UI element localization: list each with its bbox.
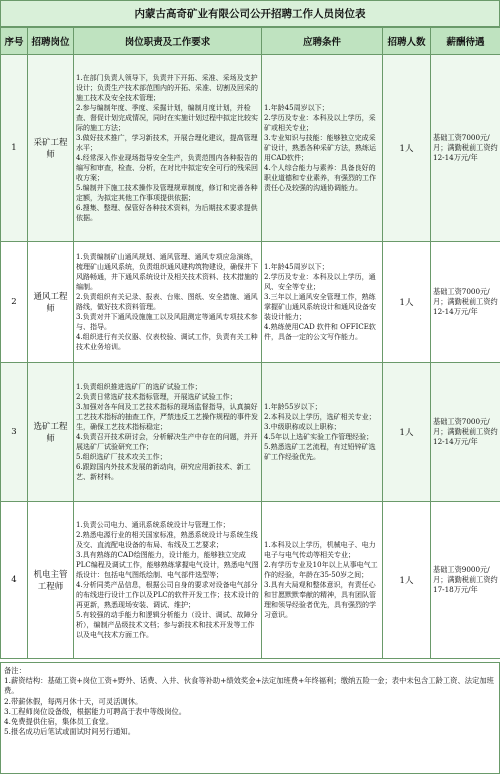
duty-item: 1.在部门负责人领导下，负责井下开拓、采准、采场及支护设计；负责生产技术部范围内的开拓、采准、切割及回采的施工技术及安全技术管理； <box>76 74 258 102</box>
duty-item: 5.组织选矿厂技术攻关工作； <box>76 453 167 461</box>
requirement-item: 4.5年以上选矿实验工作管理经验； <box>264 433 374 441</box>
hire-count: 1人 <box>383 55 431 242</box>
position-name: 采矿工程师 <box>28 55 74 242</box>
requirement-item: 2.学历及专业：本科及以上学历，采矿或相关专业； <box>264 114 376 132</box>
notes-section <box>0 662 500 774</box>
requirement-item: 1.年龄55岁以下； <box>264 403 322 411</box>
duties-cell <box>74 502 262 659</box>
requirement-item: 4.熟练使用CAD 软件和 OFFICE软件，具备一定的公文写作能力。 <box>264 323 376 341</box>
salary-cell: 基础工资7000元/月；满勤税前工资约12-14万元/年 <box>431 363 500 502</box>
table-header-row <box>1 28 500 55</box>
requirement-item: 4.个人综合能力与素养：具备良好的职业道德和专业素养，有强烈的工作责任心及较强的沟通协调能力。 <box>264 164 376 192</box>
page-title: 内蒙古高奇矿业有限公司公开招聘工作人员岗位表 <box>0 0 500 27</box>
table-row <box>1 242 500 363</box>
duty-item: 1.负责编制矿山通风规划、通风管理、通风专项应急演练，梳理矿山通风系统，负责组织通风建构筑物建设，确保井下风路畅通，井下通风系统设计及相关技术资料、技术措施的编制。 <box>76 253 258 291</box>
requirements-cell <box>262 502 383 659</box>
notes-heading: 备注： <box>4 666 26 675</box>
hire-count: 1人 <box>383 242 431 363</box>
duty-item: 2.熟悉电源行业的相关国家标准，熟悉系统设计与系统生线及交、直流配电设备的布局、布线及工艺要求； <box>76 531 258 549</box>
requirement-item: 1.本科及以上学历，机械电子、电力电子与电气传动等相关专业； <box>264 541 376 559</box>
row-number: 2 <box>1 242 28 363</box>
position-name: 通风工程师 <box>28 242 74 363</box>
requirement-item: 1.年龄45周岁以下； <box>264 263 329 271</box>
duty-item: 4.负责召开技术研讨会，分析解决生产中存在的问题，并开展选矿厂试验研究工作； <box>76 433 258 451</box>
salary-cell: 基础工资9000元/月；满勤税前工资约17-18万元/年 <box>431 502 500 659</box>
duty-item: 4.组织进行有关仪器、仪表校验、调试工作，负责有关工种技术业务培训。 <box>76 333 258 351</box>
requirement-item: 2.有学历专业及10年以上从事电气工作的经验，年龄在35-50岁之间； <box>264 561 378 579</box>
row-number: 4 <box>1 502 28 659</box>
note-item: 1.薪资结构：基础工资+岗位工资+野外、话费、入井、伙食等补助+绩效奖金+法定加班费+年终福利；缴纳五险一金；表中未包含工龄工资、法定加班费。 <box>4 676 494 696</box>
duty-item: 3.具有熟练的CAD绘图能力，设计能力，能够独立完成PLC编程及调试工作，能够熟练掌握电气设计，熟悉电气图纸设计：包括电气图纸绘制、电气部件选型等； <box>76 551 259 579</box>
requirements-cell <box>262 242 383 363</box>
header-count: 招聘人数 <box>383 28 431 55</box>
requirement-item: 3.三年以上通风安全管理工作，熟练掌握矿山通风系统设计和通风设备安装设计能力； <box>264 293 376 321</box>
requirement-item: 3.专业知识与技能：能够独立完成采矿设计，熟悉各种采矿方法，熟练运用CAD软件； <box>264 134 376 162</box>
note-item: 5.报名成功后笔试或面试时间另行通知。 <box>4 727 136 737</box>
requirement-item: 3.中级职称或以上职称； <box>264 423 341 431</box>
note-item: 2.带薪休假，每两月休十天，可灵活调休。 <box>4 696 143 706</box>
position-name: 机电主管工程师 <box>28 502 74 659</box>
requirement-item: 1.年龄45周岁以下； <box>264 104 329 112</box>
duty-item: 5.有较强的动手能力和逻辑分析能力（设计、调试、故障分析），编制产品级技术文档；参与新技术和技术开发等工作以及电气技术方面工作。 <box>76 611 258 639</box>
salary-cell: 基础工资7000元/月；满勤税前工资约12-14万元/年 <box>431 55 500 242</box>
duties-cell <box>74 363 262 502</box>
duties-cell <box>74 55 262 242</box>
hire-count: 1人 <box>383 363 431 502</box>
duty-item: 6.跟踪国内外技术发展的新动向，研究应用新技术、新工艺、新材料。 <box>76 463 251 481</box>
duty-item: 5.编制井下施工技术操作及管理规章制度，修订和完善各种定额，为拟定其他工作事项提供依据； <box>76 184 258 202</box>
row-number: 3 <box>1 363 28 502</box>
duty-item: 4.分析同类产品信息，根据公司自身的要求对设备电气部分的布线进行设计工作以及PLC的软件开发工作；技术设计的再更新，熟悉现场安装、调试、维护； <box>76 581 259 609</box>
note-item: 3.工程师岗位设备级，根据能力可聘高于表中等级岗位。 <box>4 706 187 716</box>
duty-item: 2.参与编制年度、季度、采掘计划，编制月度计划，并检查、督促计划完成情况，同时在实施计划过程中拟定比较实际的施工方法； <box>76 104 258 132</box>
table-row <box>1 55 500 242</box>
header-requirements: 应聘条件 <box>262 28 383 55</box>
row-number: 1 <box>1 55 28 242</box>
requirement-item: 2.本科及以上学历，选矿相关专业； <box>264 413 376 421</box>
header-duties: 岗位职责及工作要求 <box>74 28 262 55</box>
hire-count: 1人 <box>383 502 431 659</box>
duty-item: 3.加强对各车间及工艺技术指标的现场监督指导，认真搞好工艺技术指标的抽查工作，严禁违反工艺操作规程的事件发生，确保工艺技术指标稳定； <box>76 403 258 431</box>
table-row <box>1 363 500 502</box>
note-item: 4.免费提供住宿，集体员工食堂。 <box>4 717 114 727</box>
requirement-item: 3.具有大局观和整体意识，有责任心和甘愿默默奉献的精神，具有团队管理和领导经验者优先，具有强烈的学习意识。 <box>264 581 376 619</box>
duty-item: 3.负责对井下通风设施施工以及风阻测定等通风专项技术参与、指导。 <box>76 313 258 331</box>
requirements-cell <box>262 363 383 502</box>
header-salary: 薪酬待遇 <box>431 28 500 55</box>
duty-item: 4.经常深入作业现场指导安全生产，负责范围内各种报告的编写和审查，检查、分析，在对比中拟定安全可行的残采回收方案； <box>76 154 258 182</box>
requirement-item: 2.学历及专业：本科及以上学历，通风、安全等专业； <box>264 273 376 291</box>
duty-item: 1.负责组织推进选矿厂的选矿试验工作； <box>76 383 202 391</box>
table-row <box>1 502 500 659</box>
duty-item: 6.搜集、整理、保管好各种技术资料，为后期技术要求提供依据。 <box>76 204 258 222</box>
duty-item: 1.负责公司电力、通讯系统系统设计与管理工作； <box>76 521 230 529</box>
duty-item: 2.负责组织有关记录、报表、台账、图纸、安全措施、通风路线，做好技术资料管理。 <box>76 293 258 311</box>
duty-item: 3.做好技术推广，学习新技术，开展合理化建议，提高管理水平； <box>76 134 258 152</box>
position-name: 选矿工程师 <box>28 363 74 502</box>
duties-cell <box>74 242 262 363</box>
requirements-cell <box>262 55 383 242</box>
header-no: 序号 <box>1 28 28 55</box>
salary-cell: 基础工资7000元/月；满勤税前工资约12-14万元/年 <box>431 242 500 363</box>
header-position: 招聘岗位 <box>28 28 74 55</box>
requirement-item: 5.熟悉选矿工艺流程，有过铅锌矿选矿工作经验优先。 <box>264 443 376 461</box>
duty-item: 2.负责日常选矿技术指标管理，开展选矿试验工作； <box>76 393 237 401</box>
positions-table <box>0 27 500 659</box>
